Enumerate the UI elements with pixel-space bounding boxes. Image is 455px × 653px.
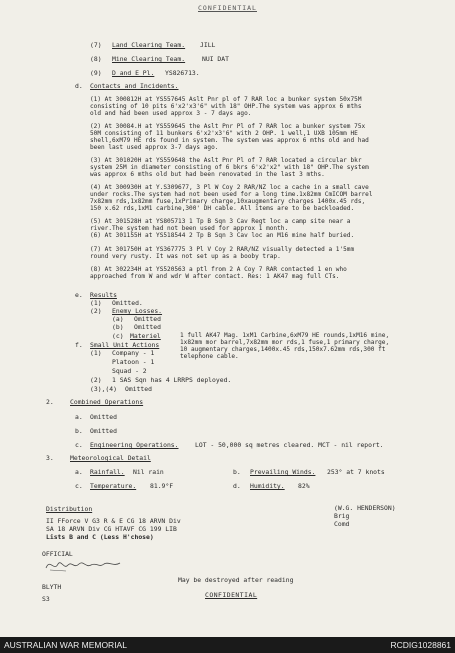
signatory-name: (W.G. HENDERSON) [334,504,396,512]
results-materiel-text: 1 full AK47 Mag. 1xM1 Carbine,6xM79 HE rounds,1xM16 mine, 1x82mm mor barrel,7x82mm mor rds,1 fuse,1 primary charge, 10 augmentary charges,1400x.45 rds,150x7.62mm rds,300 ft telephone cable. [180,332,390,360]
sua-34-number: (3),(4) [90,385,117,393]
results-materiel-label: Materiel [130,332,161,340]
results-1-number: (1) [90,299,102,307]
section-2-number: 2. [46,398,54,406]
combined-b-letter: b. [75,427,83,435]
item-7-number: (7) [90,41,102,49]
signatory-role: Comd [334,520,350,528]
incident-4: (4) At 300930H at Y.S309677, 3 Pl W Coy 2 RAR/NZ loc a cache in a small cave under rocks.The system had not been used for a long time.1x82mm CmICOM barrel 7x82mm rds,1x82mm fuse,1xPrimary charge,10xaugmentary charges 1400x.45 rds, 150 x.62 rds,1xM1 carbine,300' DH cable. All items are to be backloaded. [90,184,373,212]
sua-1-number: (1) [90,349,102,357]
section-d-letter: d. [75,82,83,90]
sua-platoon: Platoon - 1 [112,358,155,366]
combined-b-text: Omitted [90,427,117,435]
incident-1: (1) At 300812H at YS557645 Aslt Pnr pl of 7 RAR loc a bunker system 50x75M consisting of 10 pits 6'x2'x3'6" with 18" OHP.The system was approx 6 mths old and had been used approx 3 - 7 days ago. [90,96,362,117]
sua-2-number: (2) [90,376,102,384]
section-f-title: Small Unit Actions [90,341,160,349]
winds-value: 253° at 7 knots [327,468,385,476]
results-2-text: Enemy Losses. [112,307,163,315]
stamp-name: BLYTH [42,583,62,591]
results-2b-text: Omitted [134,323,161,331]
section-f-letter: f. [75,341,83,349]
combined-c-letter: c. [75,441,83,449]
distribution-line-2: SA 18 ARVN Div CG HTAVF CG 199 LIB [46,525,177,533]
item-9-value: YS826713. [165,69,200,77]
temperature-value: 81.9°F [150,482,174,490]
rainfall-value: Nil rain [133,468,164,476]
item-7-value: JILL [200,41,216,49]
section-d-title: Contacts and Incidents. [90,82,179,90]
distribution-title: Distribution [46,505,93,513]
engineering-text: LOT - 50,000 sq metres cleared. MCT - nil report. [195,441,384,449]
sua-company: Company - 1 [112,349,155,357]
incident-3: (3) At 301020H at YS559648 the Aslt Pnr Pl of 7 RAR located a circular bkr system 25M in diameter consisting of 6 bkrs 6'x2'x2" with 18" OHP.The system was approx 6 mths old but had been renovated in the last 3 mths. [90,157,369,178]
results-2b-number: (b) [112,323,124,331]
destroy-note: May be destroyed after reading [178,576,294,584]
humidity-value: 82% [298,482,310,490]
signatory-rank: Brig [334,512,350,520]
incident-2: (2) At 30084.H at YS559645 the Aslt Pnr Pl of 7 RAR loc a bunker system 75x 50M consisting of 11 bunkers 6'x2'x3'6" with 2 OHP. 1 well,1 UXB 105mm HE shell,6xM79 HE rds found in system. The system was approx 6 mths old and had been last used approx 3-7 days ago. [90,123,369,151]
distribution-line-3: Lists B and C (Less H'chose) [46,533,154,541]
handwritten-signature [44,556,124,574]
item-8-number: (8) [90,55,102,63]
sua-34-text: Omitted [125,385,152,393]
combined-a-text: Omitted [90,413,117,421]
results-1-text: Omitted. [112,299,143,307]
met-c-letter: c. [75,482,83,490]
engineering-label: Engineering Operations. [90,441,179,449]
item-8-value: NUI DAT [202,55,229,63]
section-2-title: Combined Operations [70,398,144,406]
sua-squad: Squad - 2 [112,367,147,375]
temperature-label: Temperature. [90,482,137,490]
sua-2-text: 1 SAS Sqn has 4 LRRPS deployed. [112,376,232,384]
distribution-line-1: II FForce V G3 R & E CG 18 ARVN Div [46,517,181,525]
humidity-label: Humidity. [250,482,285,490]
classification-header: CONFIDENTIAL [198,4,257,12]
results-2a-text: Omitted [134,315,161,323]
results-2-number: (2) [90,307,102,315]
incident-5: (5) At 301528H at YS805713 1 Tp B Sqn 3 Cav Regt loc a camp site near a river.The system had not been used for approx 1 month. [90,218,351,232]
item-9-label: D and E Pl. [112,69,155,77]
met-a-letter: a. [75,468,83,476]
incident-7: (7) At 301750H at YS367775 3 Pl V Coy 2 RAR/NZ visually detected a 1'5mm round very rusty. It was not set up as a booby trap. [90,246,355,260]
results-2c-number: (c) [112,332,124,340]
section-e-letter: e. [75,291,83,299]
results-2a-number: (a) [112,315,124,323]
incident-8: (8) At 302234H at YS520563 a ptl from 2 A Coy 7 RAR contacted 1 en who approached from W and wdr W after contact. Res: 1 AK47 mag full CTs. [90,266,347,280]
classification-footer: CONFIDENTIAL [205,591,258,599]
item-7-label: Land Clearing Team. [112,41,186,49]
met-d-letter: d. [233,482,241,490]
item-8-label: Mine Clearing Team. [112,55,186,63]
archive-record-id: RCDIG1028861 [390,640,451,650]
section-3-title: Meteorological Detail [70,454,151,462]
stamp-office: S3 [42,595,50,603]
section-e-title: Results [90,291,117,299]
archive-footer-bar [0,637,455,653]
section-3-number: 3. [46,454,54,462]
rainfall-label: Rainfall. [90,468,125,476]
incident-6: (6) At 301155H at YS518544 2 Tp B Sqn 3 Cav loc an M16 mine half buried. [90,232,355,239]
archive-name: AUSTRALIAN WAR MEMORIAL [4,640,127,650]
item-9-number: (9) [90,69,102,77]
winds-label: Prevailing Winds. [250,468,316,476]
official-stamp: OFFICIAL [42,550,73,558]
met-b-letter: b. [233,468,241,476]
combined-a-letter: a. [75,413,83,421]
